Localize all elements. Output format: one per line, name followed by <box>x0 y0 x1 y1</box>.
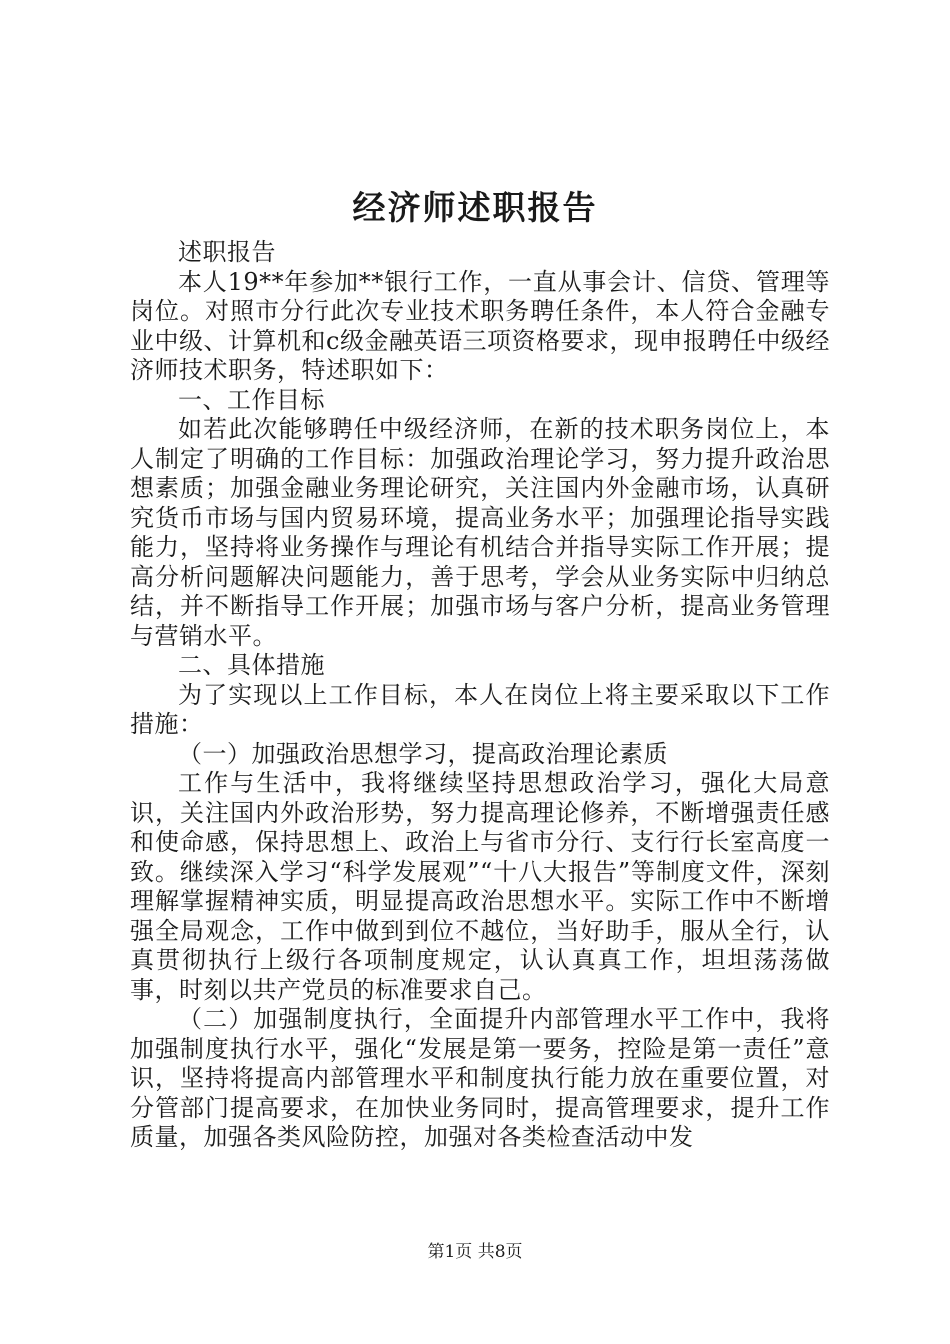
paragraph-system-execution: （二）加强制度执行，全面提升内部管理水平工作中，我将加强制度执行水平，强化“发展是第一要务，控险是第一责任”意识，坚持将提高内部管理水平和制度执行能力放在重要位置，对分管部门提高要求，在加快业务同时，提高管理要求，提升工作质量，加强各类风险防控，加强对各类检查活动中发 <box>130 1005 830 1151</box>
paragraph-subtitle: 述职报告 <box>178 238 276 266</box>
paragraph-goals: 如若此次能够聘任中级经济师，在新的技术职务岗位上，本人制定了明确的工作目标：加强政治理论学习，努力提升政治思想素质；加强金融业务理论研究，关注国内外金融市场，认真研究货币市场与国内贸易环境，提高业务水平；加强理论指导实践能力，坚持将业务操作与理论有机结合并指导实际工作开展；提高分析问题解决问题能力，善于思考，学会从业务实际中归纳总结，并不断指导工作开展；加强市场与客户分析，提高业务管理与营销水平。 <box>130 415 830 650</box>
paragraph-measures-intro: 为了实现以上工作目标，本人在岗位上将主要采取以下工作措施： <box>130 680 830 738</box>
section-heading-measures: 二、具体措施 <box>178 651 325 679</box>
page-footer: 第1页 共8页 <box>427 1242 523 1262</box>
document-body <box>130 238 830 1153</box>
section-heading-goals: 一、工作目标 <box>178 385 325 414</box>
subsection-heading-political: （一）加强政治思想学习，提高政治理论素质 <box>178 739 668 768</box>
paragraph-intro: 本人19**年参加**银行工作，一直从事会计、信贷、管理等岗位。对照市分行此次专业技术职务聘任条件，本人符合金融专业中级、计算机和c级金融英语三项资格要求，现申报聘任中级经济师技术职务，特述职如下： <box>130 267 830 384</box>
paragraph-political: 工作与生活中，我将继续坚持思想政治学习，强化大局意识，关注国内外政治形势，努力提高理论修养，不断增强责任感和使命感，保持思想上、政治上与省市分行、支行行长室高度一致。继续深入学习“科学发展观”“十八大报告”等制度文件，深刻理解掌握精神实质，明显提高政治思想水平。实际工作中不断增强全局观念，工作中做到到位不越位，当好助手，服从全行，认真贯彻执行上级行各项制度规定，认认真真工作，坦坦荡荡做事，时刻以共产党员的标准要求自己。 <box>130 769 830 1004</box>
document-title: 经济师述职报告 <box>352 188 598 227</box>
